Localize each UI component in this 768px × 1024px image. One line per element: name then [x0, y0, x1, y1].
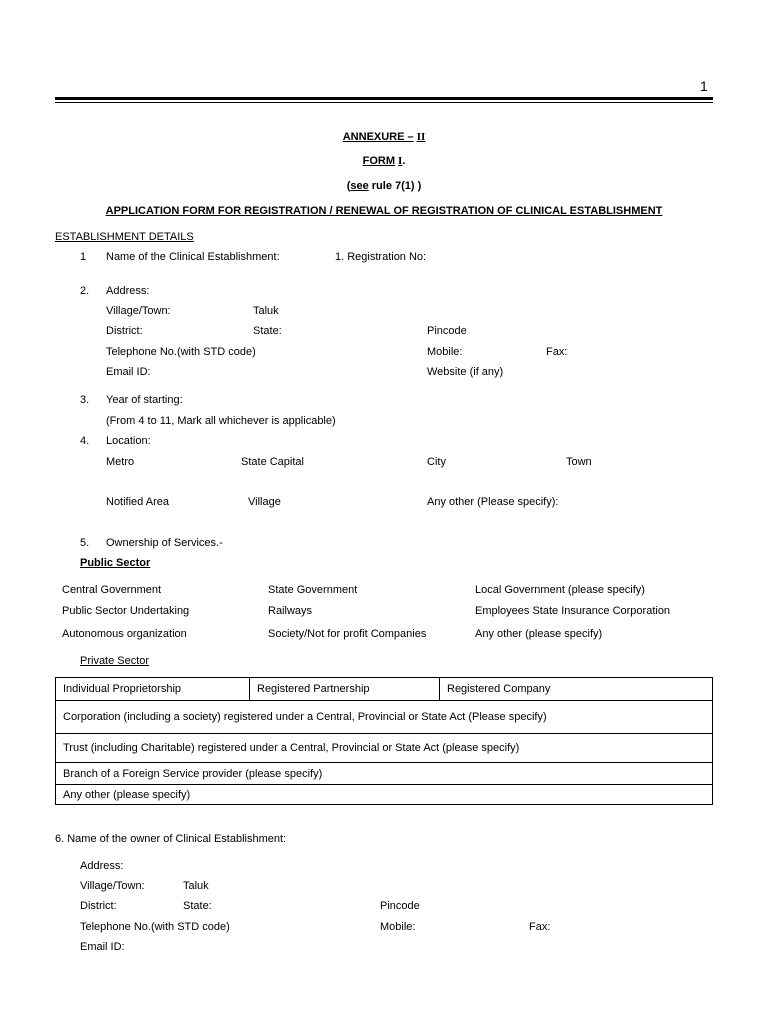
table-row	[56, 734, 712, 763]
public-option: Public Sector Undertaking	[62, 605, 190, 617]
table-cell: Corporation (including a society) registered under a Central, Provincial or State Act (Please specify)	[63, 711, 547, 723]
pincode-label: Pincode	[427, 325, 467, 337]
website-label: Website (if any)	[427, 366, 504, 378]
public-sector-heading: Public Sector	[80, 557, 151, 569]
table-cell: Trust (including Charitable) registered under a Central, Provincial or State Act (please specify)	[63, 742, 520, 754]
annexure-heading	[0, 131, 768, 144]
public-option: Society/Not for profit Companies	[268, 628, 427, 640]
table-row	[56, 678, 712, 701]
location-metro: Metro	[106, 456, 135, 468]
table-row	[56, 701, 712, 734]
owner-state-label: State:	[183, 900, 212, 912]
item3-number: 3.	[80, 394, 90, 406]
location-village: Village	[248, 496, 281, 508]
location-state-capital: State Capital	[241, 456, 304, 468]
table-row	[56, 763, 712, 785]
owner-fax-label: Fax:	[529, 921, 551, 933]
village-town-label: Village/Town:	[106, 305, 171, 317]
header-rule-thin	[55, 102, 713, 103]
public-option: State Government	[268, 584, 358, 596]
private-sector-heading: Private Sector	[80, 655, 150, 667]
see-rule	[0, 180, 768, 193]
item1-number: 1	[80, 251, 87, 263]
location-label: Location:	[106, 435, 151, 447]
owner-address-label: Address:	[80, 860, 124, 872]
owner-pincode-label: Pincode	[380, 900, 420, 912]
table-cell: Branch of a Foreign Service provider (please specify)	[63, 767, 323, 780]
state-label: State:	[253, 325, 282, 337]
table-cell: Individual Proprietorship	[63, 683, 182, 695]
form-roman: I	[398, 155, 403, 167]
registration-no-label: 1. Registration No:	[335, 251, 427, 263]
year-of-starting-label: Year of starting:	[106, 394, 183, 406]
mark-note: (From 4 to 11, Mark all whichever is applicable)	[106, 415, 336, 427]
owner-taluk-label: Taluk	[183, 880, 209, 892]
public-option: Any other (please specify)	[475, 628, 603, 640]
form-label: FORM	[362, 155, 395, 167]
page-number: 1	[700, 78, 708, 94]
district-label: District:	[106, 325, 143, 337]
public-option: Central Government	[62, 584, 162, 596]
public-option: Railways	[268, 605, 313, 617]
item5-number: 5.	[80, 537, 90, 549]
see-word: see	[350, 180, 369, 192]
email-label: Email ID:	[106, 366, 151, 378]
taluk-label: Taluk	[253, 305, 279, 317]
table-cell: Any other (please specify)	[63, 788, 191, 801]
form-suffix: .	[402, 155, 406, 167]
section-title: ESTABLISHMENT DETAILS	[55, 231, 194, 243]
public-option: Local Government (please specify)	[475, 584, 645, 596]
header-rule-thick	[55, 97, 713, 100]
table-row	[56, 785, 712, 804]
public-option: Autonomous organization	[62, 628, 187, 640]
fax-label: Fax:	[546, 346, 568, 358]
item2-number: 2.	[80, 285, 90, 297]
form-title: APPLICATION FORM FOR REGISTRATION / RENEWAL OF REGISTRATION OF CLINICAL ESTABLISHMENT	[105, 205, 663, 217]
owner-village-town-label: Village/Town:	[80, 880, 145, 892]
see-open: (	[346, 180, 351, 192]
address-label: Address:	[106, 285, 150, 297]
annexure-label: ANNEXURE –	[342, 131, 414, 143]
form-heading	[0, 155, 768, 168]
ownership-label: Ownership of Services.-	[106, 537, 223, 549]
owner-name-label: 6. Name of the owner of Clinical Establishment:	[55, 833, 287, 845]
mobile-label: Mobile:	[427, 346, 463, 358]
owner-telephone-label: Telephone No.(with STD code)	[80, 921, 230, 933]
location-city: City	[427, 456, 446, 468]
public-option: Employees State Insurance Corporation	[475, 605, 671, 617]
telephone-label: Telephone No.(with STD code)	[106, 346, 256, 358]
establishment-name-label: Name of the Clinical Establishment:	[106, 251, 280, 263]
private-sector-table	[55, 677, 713, 805]
table-cell: Registered Company	[439, 678, 712, 700]
location-town: Town	[566, 456, 592, 468]
table-cell: Registered Partnership	[249, 678, 439, 700]
location-any-other: Any other (Please specify):	[427, 496, 559, 508]
location-notified-area: Notified Area	[106, 496, 169, 508]
annexure-roman: II	[416, 131, 426, 143]
owner-mobile-label: Mobile:	[380, 921, 416, 933]
owner-district-label: District:	[80, 900, 117, 912]
see-rest: rule 7(1) )	[371, 180, 422, 192]
owner-email-label: Email ID:	[80, 941, 125, 953]
item4-number: 4.	[80, 435, 90, 447]
